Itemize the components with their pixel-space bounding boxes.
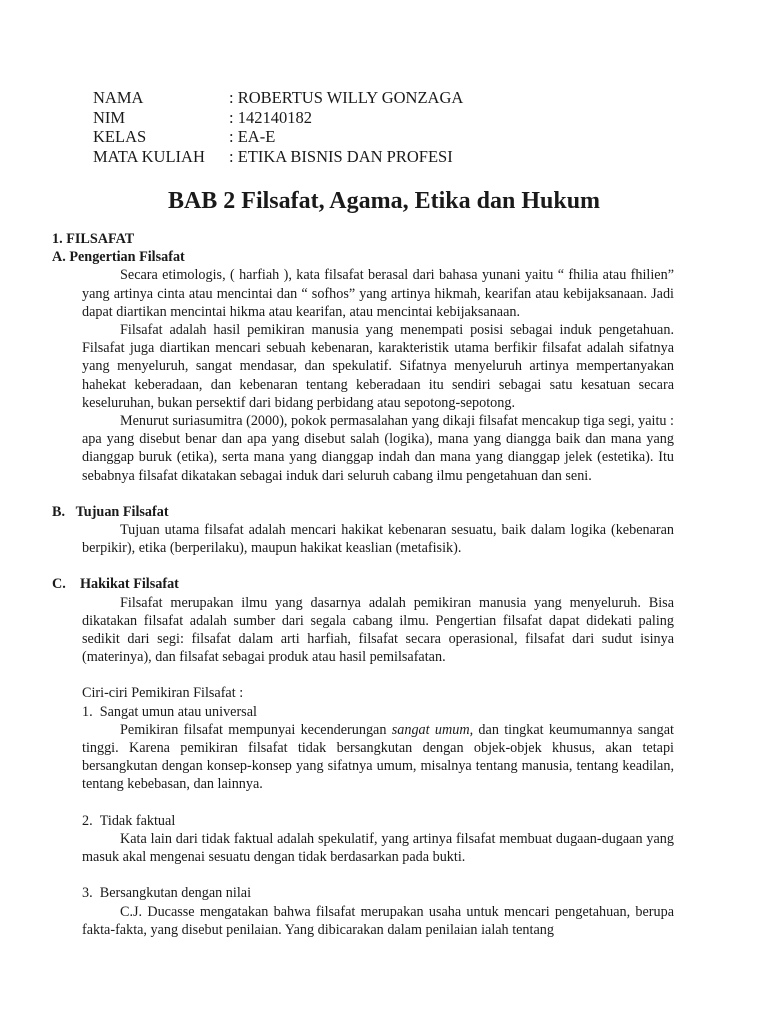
subsection-heading-a: A. Pengertian Filsafat — [52, 249, 185, 266]
emphasis-text: sangat umum, — [391, 721, 474, 738]
info-value: : ROBERTUS WILLY GONZAGA — [229, 88, 464, 107]
page-title: BAB 2 Filsafat, Agama, Etika dan Hukum — [167, 188, 601, 214]
list-item-label: 2. Tidak faktual — [82, 812, 176, 829]
list-item-text: C.J. Ducasse mengatakan bahwa filsafat merupakan usaha untuk mencari pengetahuan, berupa fakta-fakta, yang disebut penilaian. Yang dibicarakan dalam penilaian ialah tentang — [82, 903, 674, 938]
list-item-text: Kata lain dari tidak faktual adalah spekulatif, yang artinya filsafat membuat dugaan-dugaan yang masuk akal mengenai sesuatu dengan tidak berdasarkan pada bukti. — [82, 830, 674, 866]
info-row-kelas — [93, 127, 463, 147]
section-heading: 1. FILSAFAT — [52, 231, 135, 247]
list-item-label: 1. Sangat umun atau universal — [82, 703, 257, 720]
list-item-label: 3. Bersangkutan dengan nilai — [82, 885, 252, 902]
list-intro: Ciri-ciri Pemikiran Filsafat : — [82, 685, 244, 702]
info-value: : ETIKA BISNIS DAN PROFESI — [229, 146, 453, 166]
paragraph: Menurut suriasumitra (2000), pokok permasalahan yang dikaji filsafat mencakup tiga segi, yaitu : apa yang disebut benar dan apa yang disebut salah (logika), mana yang diangga baik dan mana yang dianggap buruk (etika), serta mana yang dianggap indah dan mana yang dianggap jelek (estetika). Itu sebabnya filsafat dikatakan sebagai induk dari seluruh cabang ilmu pengetahuan dan seni. — [82, 413, 674, 484]
info-row-mata-kuliah — [93, 147, 463, 167]
paragraph: Filsafat adalah hasil pemikiran manusia yang menempati posisi sebagai induk pengetahuan. Filsafat juga diartikan mencari sebuah kebenaran, karakteristik utama berfikir filsafat adalah sifatnya yang menyeluruh, sangat mendasar, dan spekulatif. Sifatnya menyeluruh artinya mempertanyakan hahekat keberadaan, dan kebenaran tentang keberadaan itu sendiri sebagai satu kesatuan secara keseluruhan, bukan persektif dari bidang perbidang atau sepotong-sepotong. — [82, 322, 674, 411]
subsection-heading-c: C. Hakikat Filsafat — [52, 576, 179, 593]
info-value: : 142140182 — [229, 107, 312, 127]
info-row-nim — [93, 108, 463, 128]
info-label: KELAS — [93, 127, 147, 146]
list-item-text: Pemikiran filsafat mempunyai kecenderungan sangat umum, dan tingkat keumumannya sangat tinggi. Karena pemikiran filsafat tidak bersangkutan dengan objek-objek khusus, akan tetapi bersangkutan dengan konsep-konsep yang sifatnya umum, misalnya tentang manusia, tentang keadilan, tentang kebebasan, dan lainnya. — [82, 721, 674, 793]
info-label: NIM — [93, 107, 126, 127]
info-label: NAMA — [93, 88, 144, 107]
paragraph: Tujuan utama filsafat adalah mencari hakikat kebenaran sesuatu, baik dalam logika (kebenaran berpikir), etika (berperilaku), maupun hakikat keaslian (metafisik). — [82, 522, 674, 557]
info-row-nama — [93, 88, 463, 108]
document-body — [52, 230, 674, 939]
info-value: : EA-E — [229, 127, 276, 146]
paragraph: Secara etimologis, ( harfiah ), kata filsafat berasal dari bahasa yunani yaitu “ fhilia atau fhilien” yang artinya cinta atau mencintai dan “ sofhos” yang artinya hikmah, kearifan atau kebijaksanaan. Jadi dapat diartikan mencintai hikma atau kearifan, atau mencintai kebijaksanaan. — [82, 267, 674, 320]
student-info — [93, 88, 463, 166]
subsection-heading-b: B. Tujuan Filsafat — [52, 503, 169, 520]
info-label: MATA KULIAH — [93, 146, 205, 166]
paragraph: Filsafat merupakan ilmu yang dasarnya adalah pemikiran manusia yang menyeluruh. Bisa dikatakan filsafat adalah sumber dari segala cabang ilmu. Pengertian filsafat dapat didekati paling sedikit dari segi: filsafat dalam arti harfiah, filsafat secara operasional, filsafat dari sudut isinya (materinya), dan filsafat sebagai produk atau hasil pemilsafatan. — [82, 594, 674, 666]
